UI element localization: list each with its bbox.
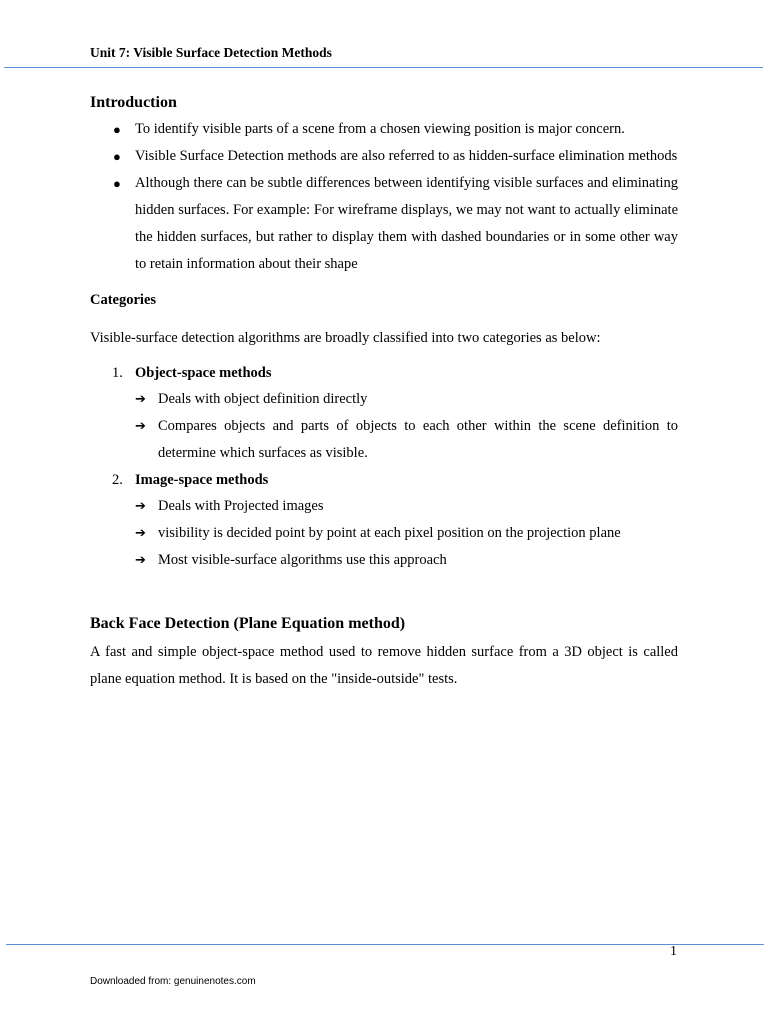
method-point-text: visibility is decided point by point at each pixel position on the projection plane <box>158 525 621 541</box>
right-arrow-icon: ➔ <box>135 499 146 514</box>
bullet-text: Visible Surface Detection methods are also referred to as hidden-surface elimination methods <box>135 148 678 164</box>
back-face-text: A fast and simple object-space method used to remove hidden surface from a 3D object is called plane equation method. It is based on the "inside-outside" tests. <box>90 644 678 687</box>
method-title-text: Object-space methods <box>135 365 272 381</box>
method-title <box>90 360 678 386</box>
bullet-item <box>90 170 678 278</box>
bullet-item <box>90 116 678 143</box>
categories-heading: Categories <box>90 292 157 308</box>
method-title <box>90 467 678 493</box>
footer-rule <box>6 944 764 945</box>
bullet-dot-icon: ● <box>113 149 121 164</box>
method-point-text: Deals with Projected images <box>158 498 324 514</box>
page-number: 1 <box>670 944 677 959</box>
methods-list <box>90 360 678 574</box>
method-points <box>90 386 678 467</box>
header-rule <box>4 67 763 68</box>
method-point <box>90 520 678 547</box>
method-item <box>90 360 678 467</box>
right-arrow-icon: ➔ <box>135 553 146 568</box>
page-content <box>90 90 678 693</box>
categories-intro: Visible-surface detection algorithms are broadly classified into two categories as below: <box>90 330 601 346</box>
bullet-item <box>90 143 678 170</box>
bullet-text: To identify visible parts of a scene from a chosen viewing position is major concern. <box>135 121 625 137</box>
method-points <box>90 493 678 574</box>
introduction-bullet-list <box>90 116 678 278</box>
method-point <box>90 386 678 413</box>
method-point-text: Deals with object definition directly <box>158 391 368 407</box>
footer-source: Downloaded from: genuinenotes.com <box>90 976 256 987</box>
page-header-title: Unit 7: Visible Surface Detection Methods <box>90 45 332 60</box>
method-point-text: Most visible-surface algorithms use this approach <box>158 552 447 568</box>
method-title-text: Image-space methods <box>135 472 269 488</box>
back-face-heading: Back Face Detection (Plane Equation method) <box>90 615 406 632</box>
bullet-text: Although there can be subtle differences between identifying visible surfaces and eliminating hidden surfaces. For example: For wireframe displays, we may not want to actually eliminate the hidden surfaces, but rather to display them with dashed boundaries or in some other way to retain information about their shape <box>135 175 678 272</box>
method-item <box>90 467 678 574</box>
introduction-heading: Introduction <box>90 94 177 111</box>
right-arrow-icon: ➔ <box>135 419 146 434</box>
right-arrow-icon: ➔ <box>135 526 146 541</box>
right-arrow-icon: ➔ <box>135 392 146 407</box>
method-number: 2. <box>112 472 123 488</box>
bullet-dot-icon: ● <box>113 122 121 137</box>
method-point <box>90 413 678 467</box>
method-point <box>90 493 678 520</box>
bullet-dot-icon: ● <box>113 176 121 191</box>
method-point-text: Compares objects and parts of objects to each other within the scene definition to determine which surfaces as visible. <box>158 418 678 461</box>
method-point <box>90 547 678 574</box>
method-number: 1. <box>112 365 123 381</box>
